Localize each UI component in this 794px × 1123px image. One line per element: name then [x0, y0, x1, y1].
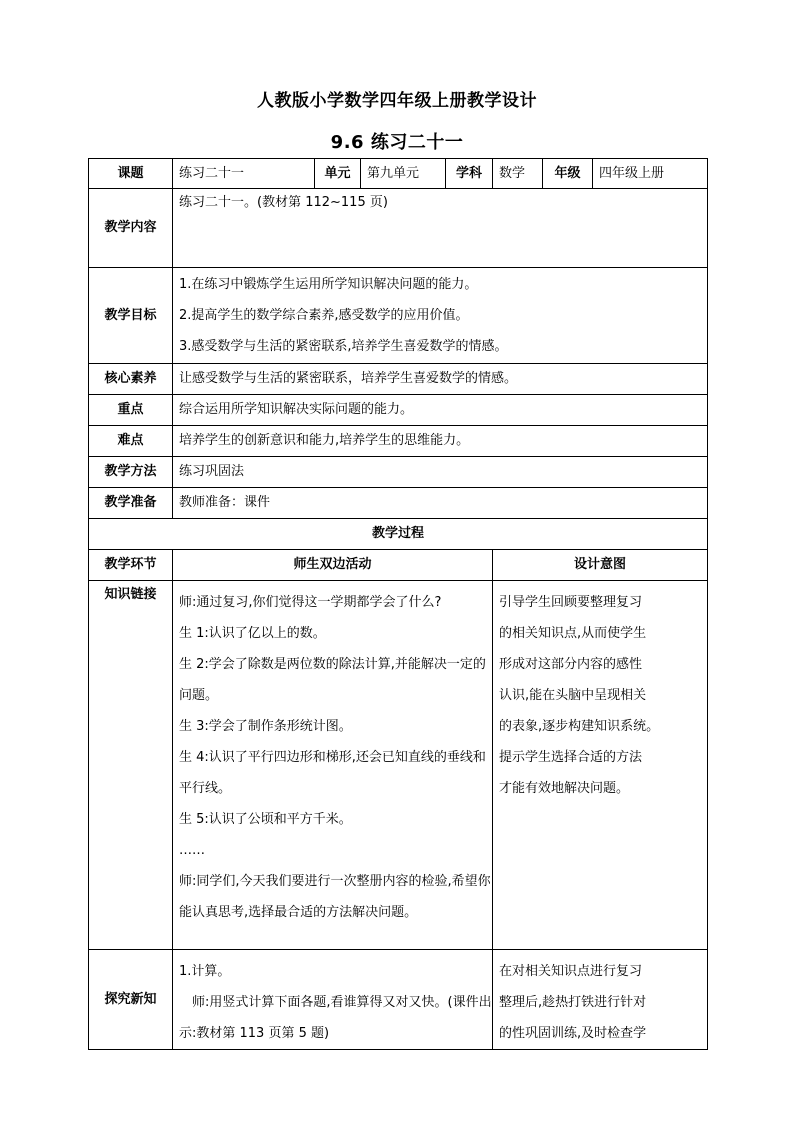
activity-line: 师:通过复习,你们觉得这一学期都学会了什么?: [179, 595, 442, 610]
core-value: 让感受数学与生活的紧密联系，培养学生喜爱数学的情感。: [173, 364, 708, 395]
key-value: 综合运用所学知识解决实际问题的能力。: [173, 395, 708, 426]
activity-line: 生 1:认识了亿以上的数。: [179, 626, 326, 641]
method-label: 教学方法: [89, 457, 173, 488]
goals-label: 教学目标: [89, 268, 173, 364]
method-value: 练习巩固法: [173, 457, 708, 488]
difficulty-row: [89, 426, 708, 457]
intent-header: 设计意图: [493, 550, 708, 581]
prep-value: 教师准备：课件: [173, 488, 708, 519]
subject-value: 数学: [493, 159, 543, 189]
stage-header: 教学环节: [89, 550, 173, 581]
activity-line: 1.计算。: [179, 964, 231, 979]
activity-line: 师:同学们,今天我们要进行一次整册内容的检验,希望你: [179, 874, 491, 889]
stage2-activity: [173, 950, 493, 1050]
activity-line: 能认真思考,选择最合适的方法解决问题。: [179, 905, 418, 920]
prep-label: 教学准备: [89, 488, 173, 519]
intent-line: 提示学生选择合适的方法: [499, 750, 643, 765]
unit-label: 单元: [315, 159, 361, 189]
intent-line: 才能有效地解决问题。: [499, 781, 630, 796]
intent-line: 在对相关知识点进行复习: [499, 964, 643, 979]
stage2-label: 探究新知: [89, 950, 173, 1050]
stage1-label: 知识链接: [89, 581, 173, 950]
activity-line: 生 3:学会了制作条形统计图。: [179, 719, 352, 734]
stage2-intent: [493, 950, 708, 1050]
core-row: [89, 364, 708, 395]
topic-label: 课题: [89, 159, 173, 189]
key-label: 重点: [89, 395, 173, 426]
activity-line: 问题。: [179, 688, 219, 703]
topic-value: 练习二十一: [173, 159, 315, 189]
subject-label: 学科: [446, 159, 493, 189]
document-title: 人教版小学数学四年级上册教学设计: [257, 91, 537, 111]
intent-line: 的相关知识点,从而使学生: [499, 626, 647, 641]
activity-line: 师:用竖式计算下面各题,看谁算得又对又快。(课件出: [192, 995, 492, 1010]
method-row: [89, 457, 708, 488]
stage1-intent: [493, 581, 708, 950]
process-header-row: [89, 550, 708, 581]
process-title-row: [89, 519, 708, 550]
activity-line: 生 4:认识了平行四边形和梯形,还会已知直线的垂线和: [179, 750, 486, 765]
stage1-row: [89, 581, 708, 950]
goal-item: 2.提高学生的数学综合素养,感受数学的应用价值。: [179, 308, 469, 323]
grade-label: 年级: [543, 159, 593, 189]
grade-value: 四年级上册: [593, 159, 708, 189]
key-row: [89, 395, 708, 426]
activity-line: 平行线。: [179, 781, 232, 796]
activity-line: 生 5:认识了公顷和平方千米。: [179, 812, 352, 827]
process-title: 教学过程: [89, 519, 708, 550]
activity-header: 师生双边活动: [173, 550, 493, 581]
intent-line: 的表象,逐步构建知识系统。: [499, 719, 660, 734]
unit-value: 第九单元: [361, 159, 446, 189]
activity-line: 示:教材第 113 页第 5 题): [179, 1026, 330, 1041]
difficulty-value: 培养学生的创新意识和能力,培养学生的思维能力。: [173, 426, 708, 457]
intent-line: 引导学生回顾要整理复习: [499, 595, 643, 610]
stage1-activity: [173, 581, 493, 950]
intent-line: 形成对这部分内容的感性: [499, 657, 643, 672]
content-row: [89, 189, 708, 268]
lesson-title: 9.6 练习二十一: [330, 132, 464, 153]
core-label: 核心素养: [89, 364, 173, 395]
intent-line: 整理后,趁热打铁进行针对: [499, 995, 647, 1010]
activity-line: ……: [179, 843, 205, 858]
content-label: 教学内容: [89, 189, 173, 268]
intent-line: 的性巩固训练,及时检查学: [499, 1026, 647, 1041]
goal-item: 3.感受数学与生活的紧密联系,培养学生喜爱数学的情感。: [179, 339, 508, 354]
stage2-row: [89, 950, 708, 1050]
goals-list: [173, 268, 708, 364]
goals-row: [89, 268, 708, 364]
prep-row: [89, 488, 708, 519]
difficulty-label: 难点: [89, 426, 173, 457]
intent-line: 认识,能在头脑中呈现相关: [499, 688, 647, 703]
lesson-plan-table: [88, 158, 708, 1050]
activity-line: 生 2:学会了除数是两位数的除法计算,并能解决一定的: [179, 657, 486, 672]
header-row: [89, 159, 708, 189]
content-value: 练习二十一。(教材第 112~115 页): [173, 189, 708, 268]
goal-item: 1.在练习中锻炼学生运用所学知识解决问题的能力。: [179, 277, 478, 292]
